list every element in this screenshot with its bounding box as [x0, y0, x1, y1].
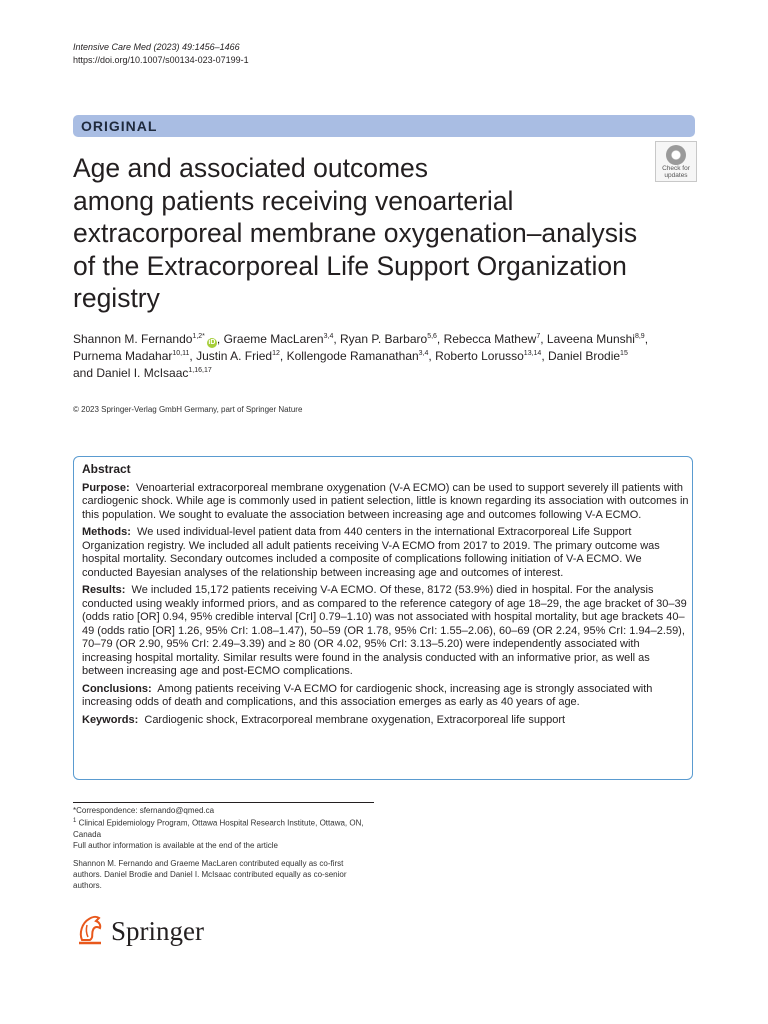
- section-label: Conclusions:: [82, 682, 152, 695]
- title-line: among patients receiving venoarterial: [73, 185, 514, 216]
- author-name: Justin A. Fried: [196, 349, 273, 363]
- section-label: Methods:: [82, 526, 131, 538]
- author-affil: 10,11: [172, 350, 190, 357]
- full-author-info: Full author information is available at the end of the article: [73, 840, 279, 850]
- title-line: registry: [73, 283, 160, 313]
- abstract-purpose: [82, 482, 692, 523]
- contribution-note: Shannon M. Fernando and Graeme MacLaren contributed equally as co-first authors. Daniel Brodie and Daniel I. McIsaac contributed equally as co-senior authors.: [73, 858, 347, 890]
- author-affil: 3,4: [323, 333, 334, 340]
- author-name: Kollengode Ramanathan: [286, 349, 419, 363]
- article-title: [73, 152, 703, 315]
- abstract-conclusions: [82, 683, 692, 710]
- affiliation-sup: 1: [73, 818, 77, 824]
- orcid-icon[interactable]: iD: [208, 339, 216, 346]
- title-line: Age and associated outcomes: [73, 153, 429, 183]
- author-line: [73, 365, 698, 382]
- check-badge-line1: Check for: [662, 165, 690, 172]
- check-badge-line2: updates: [664, 172, 688, 179]
- section-label: Purpose:: [82, 481, 130, 494]
- section-text: We included 15,172 patients receiving V-A ECMO. Of these, 8172 (53.9%) died in hospital. For the analysis conducted using weakly informed priors, and as compared to the reference category of age 18–29, the age bracket of 30–39 (odds ratio [OR] 0.94, 95% credible interval [CrI] 0.79–1.10) was not associated with hospital mortality, but age brackets 40–49 (odds ratio [OR] 1.26, 95% CrI: 1.08–1.47), 50–59 (OR 1.78, 95% CrI: 1.55–2.06), 60–69 (OR 2.24, 95% CrI: 1.94–2.59), 70–79 (OR 2.90, 95% CrI: 2.49–3.39) and ≥ 80 (OR 4.02, 95% CrI: 3.13–5.20) were independently associated with increasing hospital mortality. Similar results were found in the analysis conducted with an informative prior, as well as between increasing age and post-ECMO complications.: [82, 584, 687, 677]
- author-affil: 12: [272, 350, 280, 357]
- section-label: Results:: [82, 584, 126, 596]
- abstract-content: [82, 463, 692, 731]
- crossmark-icon: [666, 145, 686, 165]
- author-affil: 1,16,17: [188, 367, 212, 374]
- author-name: Laveena Munshi: [546, 332, 635, 346]
- section-text: Among patients receiving V-A ECMO for cardiogenic shock, increasing age is strongly associated with increasing odds of death and complications, and this association emerges as early as 40 years of age.: [82, 682, 653, 708]
- publisher-name: Springer: [111, 916, 204, 946]
- springer-horse-icon: [73, 913, 107, 947]
- author-name: Ryan P. Barbaro: [340, 332, 428, 346]
- copyright-notice: © 2023 Springer-Verlag GmbH Germany, part of Springer Nature: [73, 405, 303, 414]
- author-affil: 8,9: [634, 333, 645, 340]
- check-for-updates-badge[interactable]: [655, 141, 697, 182]
- journal-info: [73, 41, 249, 67]
- abstract-box: [73, 456, 693, 780]
- footnote-divider: [73, 802, 374, 803]
- abstract-keywords: [82, 714, 692, 728]
- journal-citation: Intensive Care Med (2023) 49:1456–1466: [73, 42, 240, 52]
- author-name: Rebecca Mathew: [443, 332, 537, 346]
- section-text: Venoarterial extracorporeal membrane oxygenation (V-A ECMO) can be used to support severely ill patients with cardiogenic shock. While age is commonly used in patient selection, little is known regarding its association with outcomes in this population. We sought to evaluate the association between increasing age and outcomes following V-A ECMO.: [82, 481, 689, 521]
- author-line: Purnema Madahar$^{10,11}$, Justin A. Fried$^{12}$, Kollengode Ramanathan$^{3,4}$, Roberto Lorusso$^{13,14}$, Daniel Brodie$^{15}$: [73, 349, 628, 363]
- article-type-label: ORIGINAL: [81, 118, 158, 134]
- title-line: of the Extracorporeal Life Support Organization: [73, 250, 627, 281]
- author-name: Shannon M. Fernando: [73, 332, 193, 346]
- section-text: Cardiogenic shock, Extracorporeal membrane oxygenation, Extracorporeal life support: [144, 713, 566, 726]
- abstract-methods: [82, 526, 692, 580]
- article-type-banner: [73, 115, 695, 137]
- footnotes: [73, 802, 373, 891]
- author-affil: 5,6: [427, 333, 437, 340]
- affiliation: $^1$ Clinical Epidemiology Program, Ottawa Hospital Research Institute, Ottawa, ON, Canada: [73, 818, 364, 839]
- section-text: We used individual-level patient data from 440 centers in the international Extracorporeal Life Support Organization registry. We included all adult patients receiving V-A ECMO from 2017 to 2019. The primary outcome was hospital mortality. Secondary outcomes included a composite of complications following initiation of V-A ECMO. We conducted Bayesian analyses of the relationship between increasing age and outcomes of interest.: [82, 526, 660, 579]
- author-affil: 7: [536, 333, 541, 340]
- author-affil: 13,14: [523, 350, 542, 357]
- section-label: Keywords:: [82, 713, 139, 726]
- author-affil: 15: [620, 350, 628, 357]
- author-name: and Daniel I. McIsaac: [73, 366, 189, 380]
- abstract-results: [82, 584, 692, 679]
- author-name: Purnema Madahar: [73, 349, 173, 363]
- author-affil: 3,4: [418, 350, 429, 357]
- abstract-heading: Abstract: [82, 462, 131, 476]
- author-line: Shannon M. Fernando$^{1,2*}$iD , Graeme MacLaren$^{3,4}$, Ryan P. Barbaro$^{5,6}$, Rebecca Mathew$^7$, Laveena Munshi$^{8,9}$,: [73, 332, 649, 346]
- correspondence[interactable]: *Correspondence: sfernando@qmed.ca: [73, 806, 215, 815]
- author-list: [73, 331, 698, 382]
- author-affil: 1,2*: [192, 333, 205, 340]
- title-line: extracorporeal membrane oxygenation–analysis: [73, 218, 638, 248]
- doi-link[interactable]: https://doi.org/10.1007/s00134-023-07199-1: [73, 55, 249, 65]
- author-name: Graeme MacLaren: [223, 332, 324, 346]
- author-name: Roberto Lorusso: [435, 349, 524, 363]
- author-name: Daniel Brodie: [548, 349, 621, 363]
